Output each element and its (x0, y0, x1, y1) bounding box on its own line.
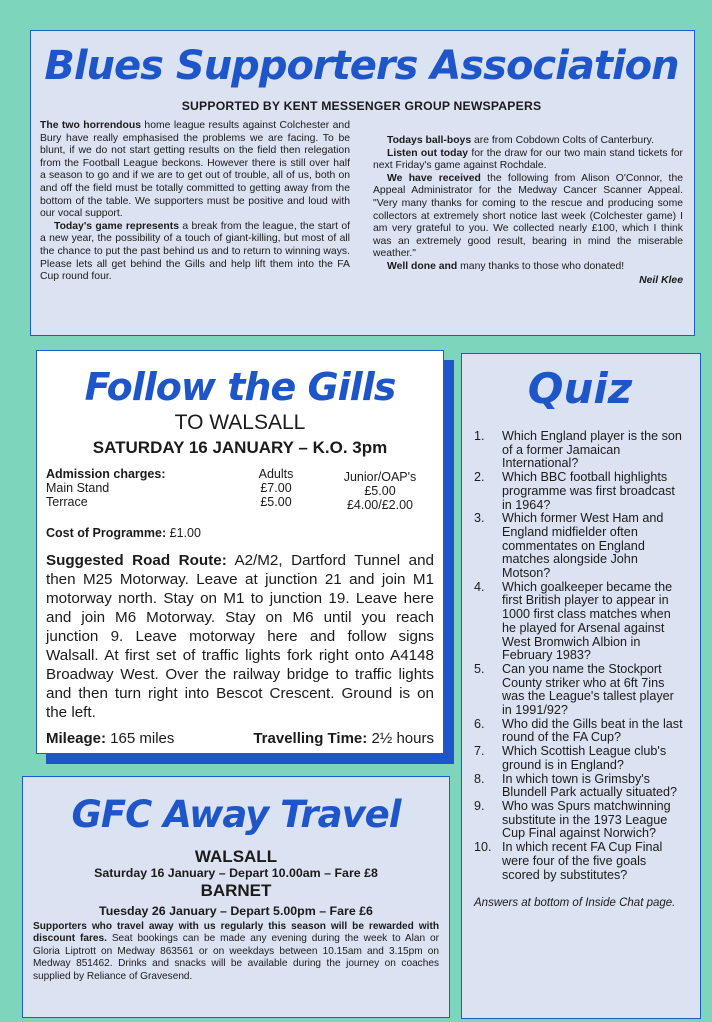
admission-terrace: Terrace (46, 495, 88, 509)
quiz-question (474, 773, 686, 800)
quiz-answers-note: Answers at bottom of Inside Chat page. (474, 897, 676, 910)
adults-header: Adults (258, 467, 294, 481)
admission-junior-column (326, 467, 434, 512)
quiz-title: Quiz (527, 364, 633, 413)
quiz-question (474, 430, 686, 471)
admission-labels (46, 467, 226, 512)
bsa-paragraph-3 (373, 135, 683, 148)
bsa-p6-text: many thanks to those who donated! (457, 260, 625, 272)
bsa-p5-text: the following from Alison O'Connor, the Appeal Administrator for the Medway Cancer Scanner Appeal. "Very many thanks for coming to the rescue and producing some collectors at extremely short notice last week (Colchester game) I am very grateful to you. We collected nearly £100, which I think was an extremely good result, bearing in mind the miserable weather." (373, 172, 684, 260)
mileage (46, 730, 174, 747)
road-route-text: A2/M2, Dartford Tunnel and then M25 Motorway. Leave at junction 21 and join M1 motorway north. Stay on M1 to junction 19. Leave here and join M6 Motorway. Stay on M6 until you reach junction 9. Leave motorway here and follow signs Walsall. At first set of traffic lights fork right onto A4148 Broadway West. Over the railway bridge to traffic lights and then turn right into Bescot Crescent. Ground is on the left. (46, 552, 434, 721)
bsa-title: Blues Supporters Association (44, 43, 679, 89)
trip-2-destination: BARNET (200, 881, 272, 900)
travelling-time-label: Travelling Time: (253, 730, 368, 747)
quiz-question-number: 6. (474, 716, 485, 731)
follow-title: Follow the Gills (84, 365, 396, 409)
quiz-question (474, 663, 686, 718)
follow-the-gills-panel (36, 350, 444, 754)
quiz-question-number: 5. (474, 661, 485, 676)
quiz-question (474, 512, 686, 581)
gfc-away-travel-panel (22, 776, 450, 1018)
quiz-question-text: Who did the Gills beat in the last round of the FA Cup? (502, 716, 683, 745)
travelling-time (253, 730, 434, 747)
quiz-question-number: 2. (474, 470, 485, 485)
road-route (46, 551, 434, 722)
quiz-panel (461, 353, 701, 1019)
quiz-question-number: 1. (474, 429, 485, 443)
admission-heading: Admission charges: (46, 467, 166, 481)
quiz-question-number: 8. (474, 771, 485, 786)
bsa-paragraph-1 (40, 120, 350, 221)
bsa-p2-lead: Today's game represents (54, 220, 180, 232)
quiz-question (474, 471, 686, 512)
quiz-question-number: 7. (474, 744, 485, 759)
adults-terrace-price: £5.00 (260, 495, 292, 509)
quiz-question-text: In which recent FA Cup Final were four of the five goals scored by substitutes? (502, 840, 663, 882)
gfc-booking-info (33, 921, 439, 983)
junior-terrace-price: £4.00/£2.00 (346, 498, 414, 512)
bsa-p3-lead: Todays ball-boys (387, 135, 472, 146)
junior-main-stand-price: £5.00 (364, 484, 396, 498)
quiz-question (474, 841, 686, 882)
trip-1-details: Saturday 16 January – Depart 10.00am – Fare £8 (94, 866, 378, 880)
quiz-question-text: Which England player is the son of a former Jamaican International? (502, 429, 682, 471)
bsa-paragraph-6 (373, 261, 683, 274)
admission-adults-column (226, 467, 326, 512)
quiz-question (474, 745, 686, 772)
bsa-p2-text: a break from the league, the start of a new year, the possibility of a touch of giant-killing, but most of all the chance to put the past behind us and to return to winning ways. Please lets all get behind the Gills and help lift them into the FA Cup round four. (40, 220, 351, 283)
follow-destination: TO WALSALL (174, 411, 306, 434)
programme-cost (46, 526, 434, 540)
quiz-question-text: Which BBC football highlights programme was first broadcast in 1964? (502, 470, 675, 512)
quiz-question-number: 9. (474, 798, 485, 813)
quiz-question-text: Which former West Ham and England midfielder often commentates on England matches alongside John Motson? (502, 511, 664, 581)
bsa-p1-lead: The two horrendous (40, 120, 141, 131)
travelling-time-value: 2½ hours (367, 730, 434, 747)
quiz-question-list (474, 430, 686, 882)
bsa-paragraph-2 (40, 221, 350, 284)
follow-match-date: SATURDAY 16 JANUARY – K.O. 3pm (92, 438, 388, 457)
bsa-subtitle: SUPPORTED BY KENT MESSENGER GROUP NEWSPAPERS (181, 99, 542, 113)
quiz-question-number: 3. (474, 511, 485, 526)
bsa-panel (30, 30, 695, 336)
bsa-p1-text: home league results against Colchester and Bury have really emphasised the problems we are facing. To be blunt, if we do not start getting results on the field then relegation from the Football League beckons. However there is still over half a season to go and if we are to get out of trouble, all of us, both on and off the field must be totally committed to getting away from the bottom of the table. We supporters must be positive and loud with our vocal support. (40, 120, 350, 220)
bsa-p4-text: for the draw for our two main stand tickets for next Friday's game against Rochdale. (373, 147, 683, 172)
mileage-value: 165 miles (106, 730, 175, 747)
road-route-label: Suggested Road Route: (46, 552, 227, 569)
bsa-paragraph-4 (373, 148, 683, 173)
admission-main-stand: Main Stand (46, 481, 110, 495)
mileage-label: Mileage: (46, 730, 107, 747)
programme-cost-label: Cost of Programme: (46, 526, 167, 540)
quiz-question (474, 800, 686, 841)
junior-header: Junior/OAP's (343, 470, 417, 484)
gfc-discount-note: Supporters who travel away with us regularly this season will be rewarded with discount fares. (33, 921, 439, 945)
gfc-booking-text: Seat bookings can be made any evening during the week to Alan or Gloria Liptrott on Medway 863561 or on weekdays between 10.15am and 3.15pm on Medway 851462. Drinks and snacks will be available during the journey on coaches supplied by Reliance of Gravesend. (33, 933, 439, 982)
quiz-question-number: 4. (474, 579, 485, 594)
trip-summary (46, 730, 434, 747)
bsa-column-right (373, 120, 683, 287)
bsa-columns (40, 120, 683, 287)
bsa-p6-lead: Well done and (387, 260, 458, 272)
quiz-question-number: 10. (474, 840, 492, 855)
trip-2-details: Tuesday 26 January – Depart 5.00pm – Fare £6 (99, 904, 373, 918)
quiz-question-text: Which goalkeeper became the first British player to appear in 1000 first class matches when he played for Arsenal against West Bromwich Albion in February 1983? (502, 579, 673, 663)
quiz-question (474, 718, 686, 745)
quiz-question-text: Who was Spurs matchwinning substitute in the 1973 League Cup Final against Norwich? (502, 798, 671, 841)
admission-table (46, 467, 434, 512)
quiz-question-text: In which town is Grimsby's Blundell Park actually situated? (502, 771, 678, 800)
quiz-question-text: Which Scottish League club's ground is in England? (502, 744, 667, 772)
bsa-p4-lead: Listen out today (387, 147, 469, 159)
gfc-title: GFC Away Travel (71, 793, 401, 836)
bsa-p3-text: are from Cobdown Colts of Canterbury. (471, 135, 654, 146)
programme-cost-value: £1.00 (166, 526, 201, 540)
bsa-p5-lead: We have received (387, 172, 481, 184)
trip-1-destination: WALSALL (194, 847, 278, 866)
quiz-question-text: Can you name the Stockport County striker who at 6ft 7ins was the League's tallest player in 1991/92? (502, 661, 674, 718)
bsa-paragraph-5 (373, 173, 683, 261)
bsa-signature: Neil Klee (639, 274, 683, 286)
bsa-column-left (40, 120, 350, 287)
adults-main-stand-price: £7.00 (260, 481, 292, 495)
quiz-question (474, 581, 686, 663)
